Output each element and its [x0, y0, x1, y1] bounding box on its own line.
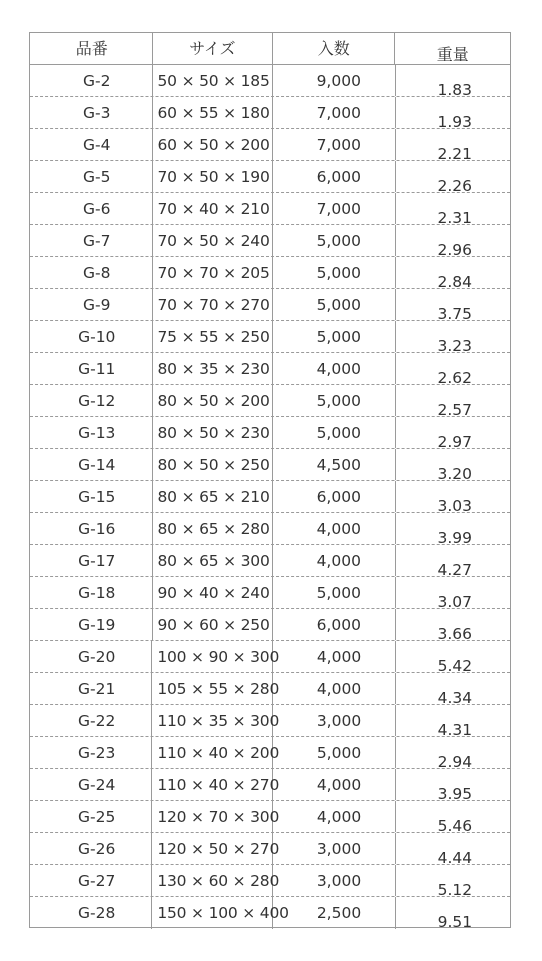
header-weight: 重量: [436, 45, 469, 64]
cell-quantity: 5,000: [273, 417, 396, 448]
cell-quantity: 5,000: [273, 385, 396, 416]
cell-product-code: G-25: [30, 801, 152, 832]
cell-weight: 3.20: [437, 465, 472, 483]
cell-size: 70 × 50 × 240: [153, 225, 273, 256]
table-row: [30, 353, 510, 385]
cell-quantity: 4,000: [273, 641, 395, 672]
cell-size: 70 × 70 × 270: [153, 289, 273, 320]
cell-quantity: 4,000: [273, 673, 395, 704]
header-product-code: 品番: [30, 33, 153, 64]
cell-size: 70 × 40 × 210: [153, 193, 273, 224]
cell-quantity: 6,000: [273, 481, 396, 512]
header-size: サイズ: [153, 33, 274, 64]
cell-size: 50 × 50 × 185: [153, 65, 273, 96]
cell-quantity: 4,000: [273, 545, 396, 576]
cell-quantity: 4,000: [273, 801, 395, 832]
table-row: [30, 801, 510, 833]
cell-quantity: 3,000: [273, 865, 395, 896]
cell-product-code: G-23: [30, 737, 152, 768]
cell-product-code: G-27: [30, 865, 152, 896]
cell-weight: 4.31: [437, 721, 473, 739]
table-row: [30, 833, 510, 865]
cell-quantity: 4,000: [273, 353, 396, 384]
cell-product-code: G-19: [30, 609, 153, 640]
cell-weight: 5.46: [437, 817, 473, 835]
cell-size: 90 × 40 × 240: [153, 577, 273, 608]
cell-product-code: G-22: [30, 705, 152, 736]
cell-product-code: G-17: [30, 545, 153, 576]
cell-product-code: G-14: [30, 449, 153, 480]
cell-weight: 4.34: [437, 689, 473, 707]
cell-size: 60 × 55 × 180: [153, 97, 273, 128]
cell-size: 80 × 50 × 200: [153, 385, 273, 416]
cell-size: 110 × 40 × 270: [152, 769, 273, 800]
cell-weight: 2.31: [437, 209, 472, 227]
cell-weight: 3.95: [437, 785, 473, 803]
cell-size: 80 × 50 × 230: [153, 417, 273, 448]
cell-quantity: 7,000: [273, 129, 396, 160]
cell-size: 90 × 60 × 250: [153, 609, 273, 640]
table-row: [30, 769, 510, 801]
cell-quantity: 3,000: [273, 833, 395, 864]
cell-quantity: 3,000: [273, 705, 395, 736]
cell-quantity: 5,000: [273, 321, 396, 352]
cell-quantity: 4,500: [273, 449, 396, 480]
cell-quantity: 4,000: [273, 769, 395, 800]
table-row: [30, 449, 510, 481]
cell-product-code: G-2: [30, 65, 153, 96]
cell-weight: 3.03: [437, 497, 472, 515]
cell-product-code: G-4: [30, 129, 153, 160]
cell-size: 80 × 65 × 280: [153, 513, 273, 544]
cell-product-code: G-7: [30, 225, 153, 256]
cell-weight: 1.93: [437, 113, 472, 131]
product-table: [29, 32, 511, 931]
cell-quantity: 7,000: [273, 193, 396, 224]
table-row: [30, 609, 510, 641]
cell-weight: 1.83: [437, 81, 472, 99]
cell-size: 150 × 100 × 400: [152, 897, 273, 929]
table-row: [30, 385, 510, 417]
cell-size: 120 × 70 × 300: [152, 801, 273, 832]
cell-quantity: 9,000: [273, 65, 396, 96]
table-row: [30, 513, 510, 545]
cell-size: 70 × 70 × 205: [153, 257, 273, 288]
cell-weight: 2.84: [437, 273, 472, 291]
cell-size: 130 × 60 × 280: [152, 865, 273, 896]
cell-quantity: 6,000: [273, 161, 396, 192]
table-row: [30, 577, 510, 609]
cell-product-code: G-20: [30, 641, 152, 672]
cell-weight: 4.44: [437, 849, 473, 867]
table-row: [30, 289, 510, 321]
table-row: [30, 865, 510, 897]
cell-weight: 9.51: [437, 913, 473, 931]
cell-size: 80 × 65 × 300: [153, 545, 273, 576]
cell-product-code: G-9: [30, 289, 153, 320]
cell-product-code: G-12: [30, 385, 153, 416]
cell-size: 100 × 90 × 300: [152, 641, 273, 672]
cell-product-code: G-26: [30, 833, 152, 864]
cell-size: 70 × 50 × 190: [153, 161, 273, 192]
cell-product-code: G-28: [30, 897, 152, 929]
table-row: [30, 897, 510, 929]
cell-quantity: 5,000: [273, 257, 396, 288]
cell-size: 75 × 55 × 250: [153, 321, 273, 352]
cell-product-code: G-13: [30, 417, 153, 448]
table-row: [30, 641, 510, 673]
table-row: [30, 673, 510, 705]
cell-quantity: 5,000: [273, 289, 396, 320]
cell-quantity: 2,500: [273, 897, 395, 929]
cell-size: 80 × 50 × 250: [153, 449, 273, 480]
cell-weight: 5.12: [437, 881, 473, 899]
cell-size: 120 × 50 × 270: [152, 833, 273, 864]
cell-size: 80 × 65 × 210: [153, 481, 273, 512]
cell-product-code: G-11: [30, 353, 153, 384]
cell-weight: 4.27: [437, 561, 472, 579]
table-row: [30, 257, 510, 289]
cell-quantity: 5,000: [273, 225, 396, 256]
table-row: [30, 193, 510, 225]
cell-product-code: G-16: [30, 513, 153, 544]
cell-weight: 3.23: [437, 337, 472, 355]
table-row: [30, 417, 510, 449]
cell-product-code: G-15: [30, 481, 153, 512]
cell-weight: 3.75: [437, 305, 472, 323]
cell-product-code: G-21: [30, 673, 152, 704]
cell-product-code: G-8: [30, 257, 153, 288]
cell-quantity: 7,000: [273, 97, 396, 128]
cell-quantity: 5,000: [273, 577, 396, 608]
cell-weight: 2.62: [437, 369, 472, 387]
cell-weight: 2.26: [437, 177, 472, 195]
cell-quantity: 6,000: [273, 609, 396, 640]
cell-weight: 2.21: [437, 145, 472, 163]
cell-weight: 5.42: [437, 657, 473, 675]
cell-size: 110 × 40 × 200: [152, 737, 273, 768]
cell-size: 60 × 50 × 200: [153, 129, 273, 160]
cell-product-code: G-24: [30, 769, 152, 800]
cell-product-code: G-10: [30, 321, 153, 352]
cell-weight: 2.57: [437, 401, 472, 419]
cell-weight: 3.99: [437, 529, 472, 547]
cell-product-code: G-6: [30, 193, 153, 224]
header-quantity: 入数: [273, 33, 395, 64]
cell-size: 110 × 35 × 300: [152, 705, 273, 736]
table-row: [30, 737, 510, 769]
table-row: [30, 97, 510, 129]
cell-quantity: 4,000: [273, 513, 396, 544]
cell-size: 80 × 35 × 230: [153, 353, 273, 384]
cell-product-code: G-18: [30, 577, 153, 608]
cell-product-code: G-3: [30, 97, 153, 128]
cell-weight: 3.07: [437, 593, 472, 611]
cell-quantity: 5,000: [273, 737, 395, 768]
table-row: [30, 65, 510, 97]
table-body: [30, 65, 510, 929]
table-row: [30, 545, 510, 577]
cell-weight: 2.97: [437, 433, 472, 451]
cell-product-code: G-5: [30, 161, 153, 192]
cell-weight: 2.94: [437, 753, 473, 771]
table-row: [30, 225, 510, 257]
cell-weight: 2.96: [437, 241, 472, 259]
table-row: [30, 321, 510, 353]
cell-weight: 3.66: [437, 625, 472, 643]
table-header-row: [30, 33, 510, 65]
table-row: [30, 161, 510, 193]
table-row: [30, 705, 510, 737]
cell-size: 105 × 55 × 280: [152, 673, 273, 704]
table-row: [30, 129, 510, 161]
table-row: [30, 481, 510, 513]
